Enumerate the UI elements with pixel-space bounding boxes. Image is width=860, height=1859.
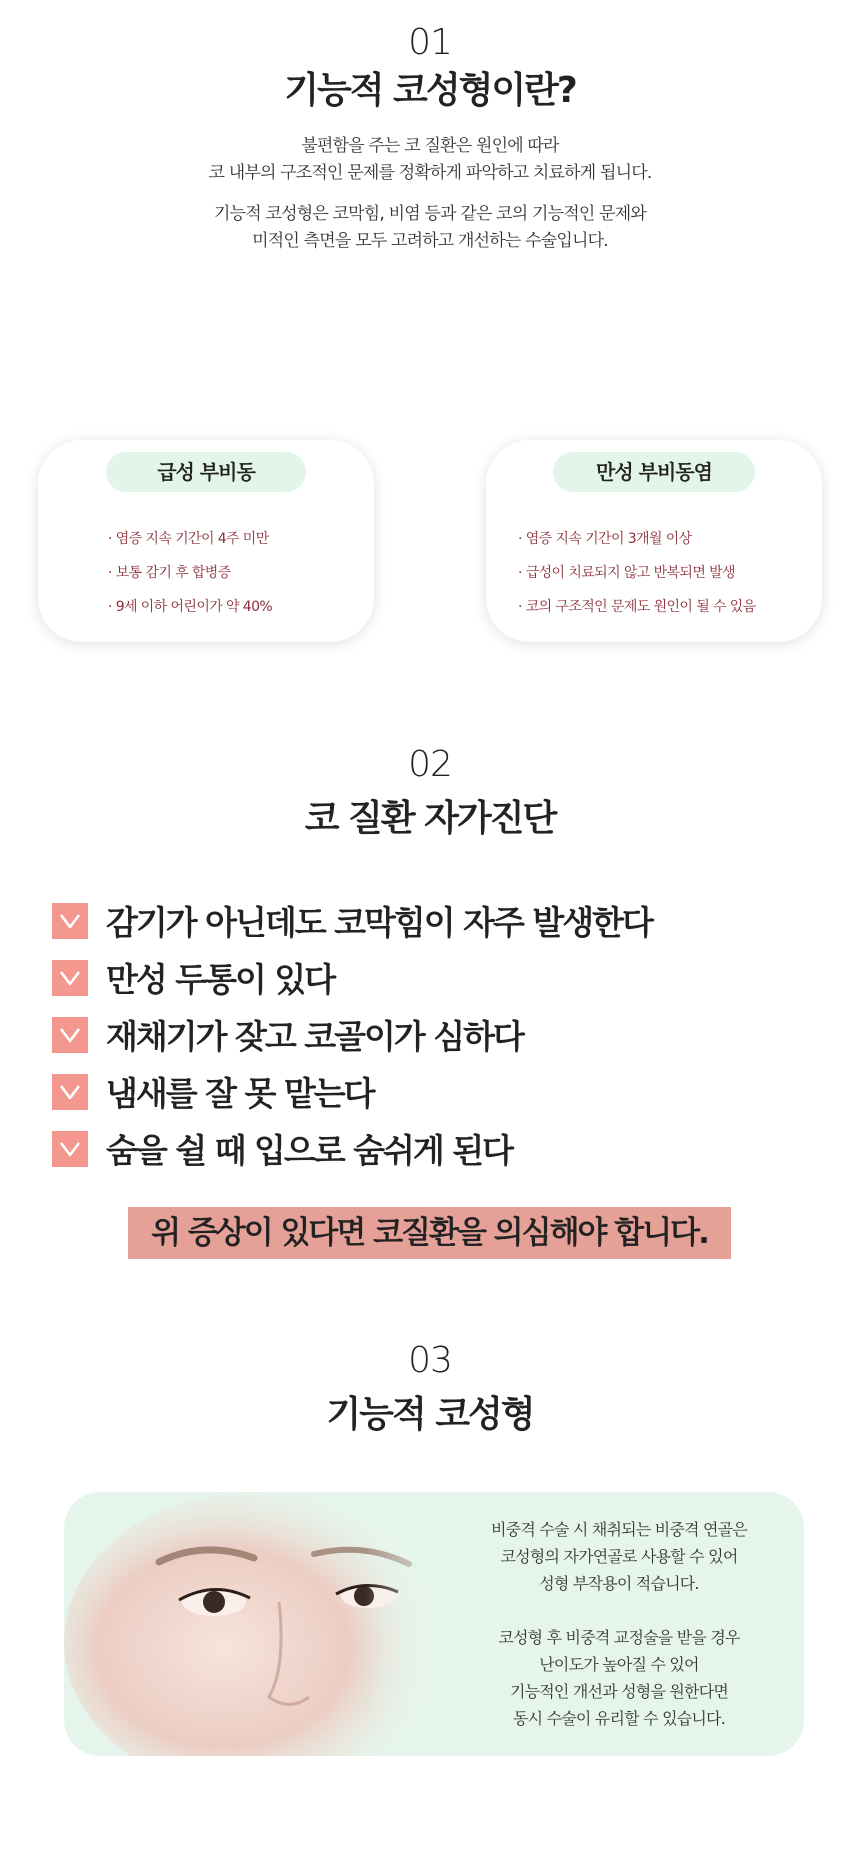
check-item-text: 만성 두통이 있다 [106,960,335,999]
section-number-01: 01 [408,22,452,63]
check-item-text: 감기가 아닌데도 코막힘이 자주 발생한다 [106,903,652,942]
section-title-01: 기능적 코성형이란? [284,70,576,111]
card-list-item: · 코의 구조적인 문제도 원인이 될 수 있음 [518,599,756,615]
card-list-item: · 급성이 치료되지 않고 반복되면 발생 [518,565,735,581]
check-item [52,1120,652,1177]
face-photo [64,1492,464,1756]
check-v-icon [52,1131,88,1167]
card-chronic-sinusitis [486,440,822,642]
panel-line: 코성형 후 비중격 교정술을 받을 경우 [498,1628,740,1647]
panel-spacer [464,1597,774,1624]
card-title-pill: 급성 부비동 [106,452,306,492]
intro-line: 불편함을 주는 코 질환은 원인에 따라 [301,136,559,156]
card-list-item: · 9세 이하 어린이가 약 40% [108,599,273,615]
check-v-icon [52,960,88,996]
warning-banner: 위 증상이 있다면 코질환을 의심해야 합니다. [128,1207,731,1259]
card-acute-sinusitis [38,440,374,642]
panel-text [464,1516,774,1732]
check-item [52,892,652,949]
card-list-item: · 염증 지속 기간이 4주 미만 [108,531,269,547]
intro-line: 기능적 코성형은 코막힘, 비염 등과 같은 코의 기능적인 문제와 [214,204,646,224]
surgery-info-panel [64,1492,804,1756]
check-item [52,1063,652,1120]
check-item-text: 냄새를 잘 못 맡는다 [106,1074,374,1113]
card-list-item: · 염증 지속 기간이 3개월 이상 [518,531,692,547]
check-item [52,949,652,1006]
check-item-text: 재채기가 잦고 코골이가 심하다 [106,1017,523,1056]
card-list-item: · 보통 감기 후 합병증 [108,565,231,581]
panel-line: 난이도가 높아질 수 있어 [539,1655,699,1674]
section-number-02: 02 [408,744,452,785]
check-v-icon [52,1074,88,1110]
self-check-list [52,892,652,1177]
panel-line: 동시 수술이 유리할 수 있습니다. [513,1709,725,1728]
intro-line: 코 내부의 구조적인 문제를 정확하게 파악하고 치료하게 됩니다. [208,163,652,183]
panel-line: 성형 부작용이 적습니다. [539,1574,699,1593]
panel-line: 비중격 수술 시 채취되는 비중격 연골은 [491,1520,747,1539]
panel-line: 코성형의 자가연골로 사용할 수 있어 [500,1547,738,1566]
card-list [108,522,272,624]
check-item [52,1006,652,1063]
intro-paragraph-2 [0,201,860,255]
card-list [518,522,756,624]
check-v-icon [52,903,88,939]
section-title-03: 기능적 코성형 [326,1394,534,1435]
panel-line: 기능적인 개선과 성형을 원한다면 [509,1682,729,1701]
card-title-pill: 만성 부비동염 [553,452,755,492]
check-v-icon [52,1017,88,1053]
section-number-03: 03 [408,1340,452,1381]
intro-line: 미적인 측면을 모두 고려하고 개선하는 수술입니다. [252,231,608,251]
check-item-text: 숨을 쉴 때 입으로 숨쉬게 된다 [106,1131,512,1170]
intro-paragraph-1 [0,133,860,187]
section-title-02: 코 질환 자가진단 [304,798,556,839]
